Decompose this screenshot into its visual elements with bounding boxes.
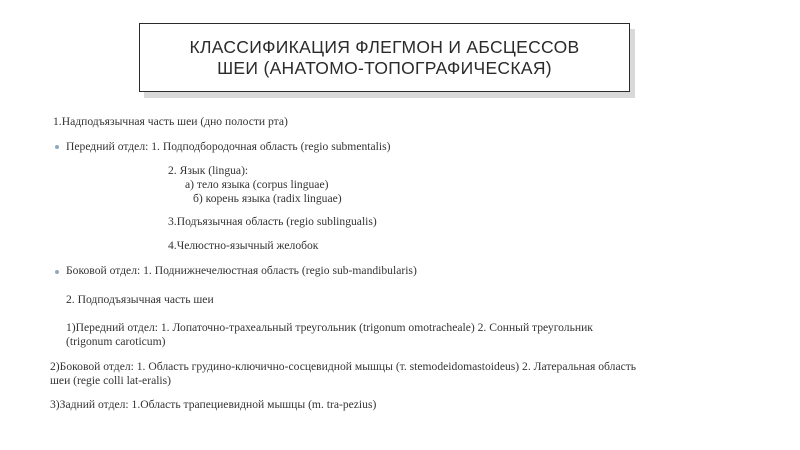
line-groove: 4.Челюстно-язычный желобок — [168, 239, 319, 252]
line-infrahyoid: 2. Подподъязычная часть шеи — [66, 293, 214, 306]
title-line-2: ШЕИ (АНАТОМО-ТОПОГРАФИЧЕСКАЯ) — [217, 57, 552, 78]
line-tongue-root: б) корень языка (radix linguae) — [193, 192, 342, 205]
slide-title — [190, 37, 580, 79]
line-tongue: 2. Язык (lingua): — [168, 164, 249, 177]
line-posterior-section: 3)Задний отдел: 1.Область трапециевидной мышцы (m. tra-pezius) — [50, 398, 377, 411]
line-tongue-body: а) тело языка (corpus linguae) — [185, 178, 329, 191]
line-infrahyoid-anterior: 1)Передний отдел: 1. Лопаточно-трахеальный треугольник (trigonum omotracheale) 2. Сонный треугольник — [66, 321, 593, 334]
line-anterior-section: Передний отдел: 1. Подподбородочная область (regio submentalis) — [66, 140, 391, 153]
line-infrahyoid-lateral: 2)Боковой отдел: 1. Область грудино-ключично-сосцевидной мышцы (т. stemodeidomastoideus) 2. Латеральная область — [50, 360, 637, 373]
line-suprahyoid: 1.Надподъязычная часть шеи (дно полости рта) — [53, 115, 288, 128]
bullet-dot — [55, 270, 59, 274]
line-infrahyoid-lateral-cont: шеи (regie colli lat-eralis) — [50, 374, 172, 387]
title-line-1: КЛАССИФИКАЦИЯ ФЛЕГМОН И АБСЦЕССОВ — [189, 36, 580, 57]
line-lateral-section: Боковой отдел: 1. Поднижнечелюстная область (regio sub-mandibularis) — [66, 264, 417, 277]
title-box — [139, 23, 630, 92]
line-sublingual: 3.Подъязычная область (regio sublingualis) — [168, 215, 377, 228]
line-infrahyoid-anterior-cont: (trigonum caroticum) — [66, 335, 166, 348]
bullet-dot — [55, 145, 59, 149]
